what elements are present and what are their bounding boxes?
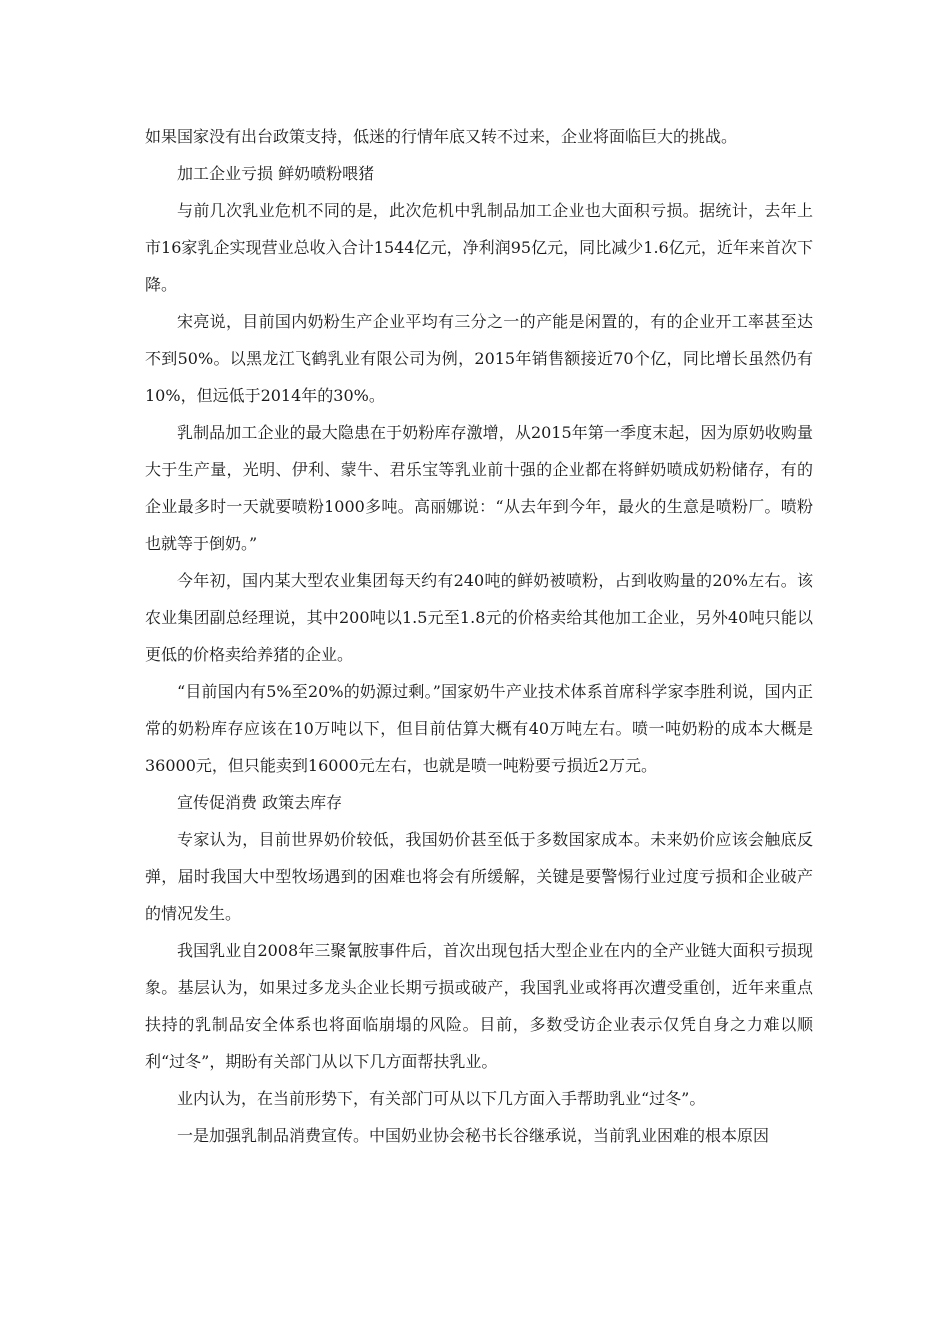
paragraph-continuation: 如果国家没有出台政策支持，低迷的行情年底又转不过来，企业将面临巨大的挑战。 xyxy=(145,127,738,146)
paragraph: 一是加强乳制品消费宣传。中国奶业协会秘书长谷继承说，当前乳业困难的根本原因 xyxy=(177,1126,770,1145)
section-heading-processing-losses: 加工企业亏损 鲜奶喷粉喂猪 xyxy=(177,164,375,183)
paragraph: 专家认为，目前世界奶价较低，我国奶价甚至低于多数国家成本。未来奶价应该会触底反弹，届时我国大中型牧场遇到的困难也将会有所缓解，关键是要警惕行业过度亏损和企业破产的情况发生。 xyxy=(145,830,813,923)
paragraph: 宋亮说，目前国内奶粉生产企业平均有三分之一的产能是闲置的，有的企业开工率甚至达不到50%。以黑龙江飞鹤乳业有限公司为例，2015年销售额接近70个亿，同比增长虽然仍有10%，但远低于2014年的30%。 xyxy=(145,312,813,405)
paragraph: 我国乳业自2008年三聚氰胺事件后，首次出现包括大型企业在内的全产业链大面积亏损现象。基层认为，如果过多龙头企业长期亏损或破产，我国乳业或将再次遭受重创，近年来重点扶持的乳制品安全体系也将面临崩塌的风险。目前，多数受访企业表示仅凭自身之力难以顺利“过冬”，期盼有关部门从以下几方面帮扶乳业。 xyxy=(145,941,813,1071)
paragraph: 业内认为，在当前形势下，有关部门可从以下几方面入手帮助乳业“过冬”。 xyxy=(177,1089,706,1108)
paragraph: “目前国内有5%至20%的奶源过剩。”国家奶牛产业技术体系首席科学家李胜利说，国内正常的奶粉库存应该在10万吨以下，但目前估算大概有40万吨左右。喷一吨奶粉的成本大概是36000元，但只能卖到16000元左右，也就是喷一吨粉要亏损近2万元。 xyxy=(145,682,813,775)
section-heading-promote-consumption: 宣传促消费 政策去库存 xyxy=(177,793,343,812)
paragraph: 与前几次乳业危机不同的是，此次危机中乳制品加工企业也大面积亏损。据统计，去年上市16家乳企实现营业总收入合计1544亿元，净利润95亿元，同比减少1.6亿元，近年来首次下降。 xyxy=(145,201,813,294)
paragraph: 今年初，国内某大型农业集团每天约有240吨的鲜奶被喷粉，占到收购量的20%左右。该农业集团副总经理说，其中200吨以1.5元至1.8元的价格卖给其他加工企业，另外40吨只能以更低的价格卖给养猪的企业。 xyxy=(145,571,813,664)
article-body xyxy=(145,118,813,1154)
paragraph: 乳制品加工企业的最大隐患在于奶粉库存激增，从2015年第一季度末起，因为原奶收购量大于生产量，光明、伊利、蒙牛、君乐宝等乳业前十强的企业都在将鲜奶喷成奶粉储存，有的企业最多时一天就要喷粉1000多吨。高丽娜说：“从去年到今年，最火的生意是喷粉厂。喷粉也就等于倒奶。” xyxy=(145,423,813,553)
